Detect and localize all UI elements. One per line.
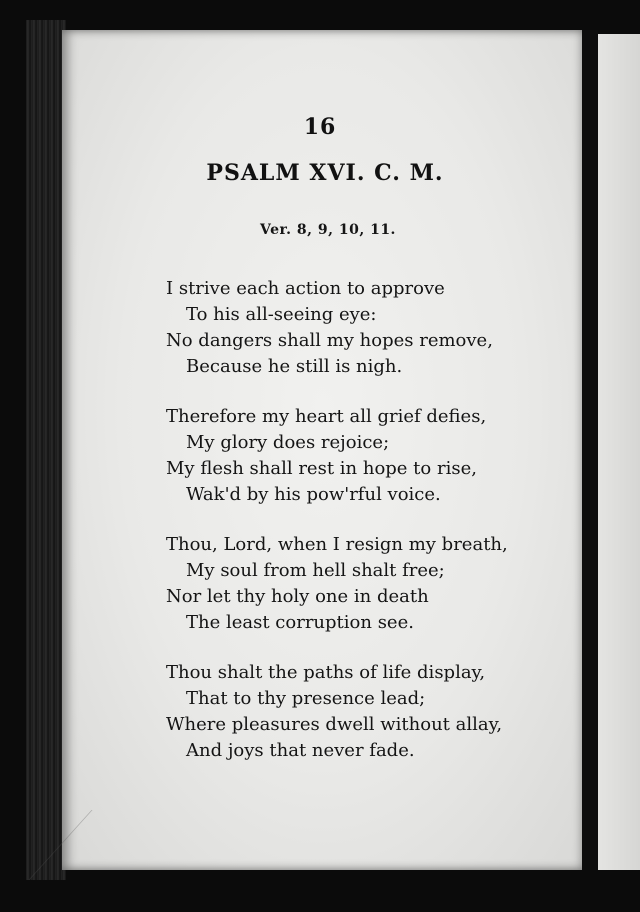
hymn-text bbox=[166, 276, 526, 788]
hymn-line: My soul from hell shalt free; bbox=[186, 560, 445, 581]
hymn-line: Where pleasures dwell without allay, bbox=[166, 714, 503, 735]
hymn-line: Because he still is nigh. bbox=[186, 356, 403, 377]
book-binding-edge bbox=[26, 20, 66, 880]
hymn-line: The least corruption see. bbox=[186, 612, 414, 633]
stanza-3 bbox=[166, 532, 526, 636]
stanza-1 bbox=[166, 276, 526, 380]
page-gutter bbox=[582, 30, 598, 870]
hymn-line: Nor let thy holy one in death bbox=[166, 586, 429, 607]
stanza-2 bbox=[166, 404, 526, 508]
hymn-line: Thou, Lord, when I resign my breath, bbox=[166, 534, 508, 555]
psalm-title: PSALM XVI. C. M. bbox=[206, 160, 444, 186]
hymn-line: To his all-seeing eye: bbox=[186, 304, 377, 325]
hymn-line: And joys that never fade. bbox=[186, 740, 415, 761]
hymn-line: That to thy presence lead; bbox=[186, 688, 426, 709]
stanza-4 bbox=[166, 660, 526, 764]
hymn-line: My flesh shall rest in hope to rise, bbox=[166, 458, 477, 479]
hymn-line: Thou shalt the paths of life display, bbox=[166, 662, 486, 683]
hymn-line: My glory does rejoice; bbox=[186, 432, 390, 453]
hymn-line: No dangers shall my hopes remove, bbox=[166, 330, 493, 351]
hymn-line: Therefore my heart all grief defies, bbox=[166, 406, 487, 427]
hymn-line: Wak'd by his pow'rful voice. bbox=[186, 484, 441, 505]
page-number: 16 bbox=[303, 114, 337, 140]
hymn-line: I strive each action to approve bbox=[166, 278, 445, 299]
verses-reference: Ver. 8, 9, 10, 11. bbox=[260, 222, 396, 238]
